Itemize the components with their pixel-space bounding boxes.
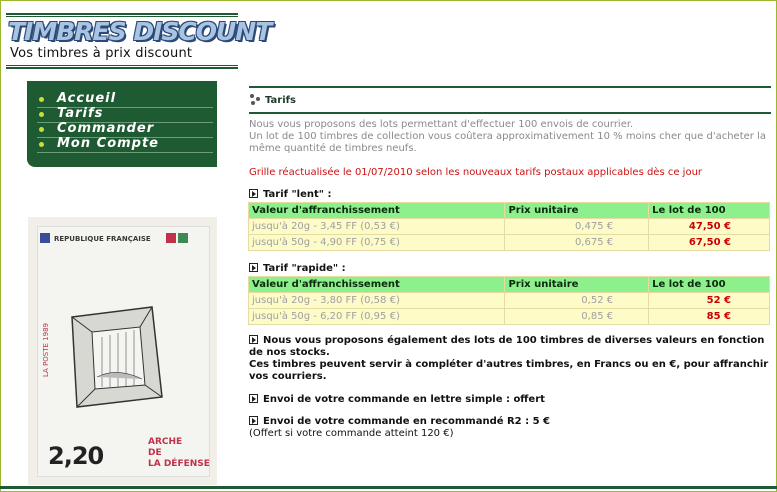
logo-wordmark: TIMBRES DISCOUNT: [8, 17, 272, 46]
stamp-value: 2,20: [48, 442, 104, 470]
tarif-lent-title: Tarif "lent" :: [263, 189, 332, 200]
stamp-side-text: LA POSTE 1989: [42, 323, 50, 377]
cell-value: jusqu'à 20g - 3,80 FF (0,58 €): [249, 293, 505, 309]
table-row: [249, 293, 770, 309]
col-header-value: Valeur d'affranchissement: [249, 277, 505, 293]
main-menu: [27, 81, 217, 167]
shipping-registered: [249, 416, 769, 440]
col-header-unit: Prix unitaire: [505, 277, 649, 293]
logo-rule-bottom: [6, 67, 238, 69]
tarif-rapide-title: Tarif "rapide" :: [263, 263, 346, 274]
tarif-lent-table: [248, 202, 770, 251]
tarif-lent-heading: [249, 189, 331, 200]
arrow-right-icon: [249, 394, 258, 403]
logo-tagline: Vos timbres à prix discount: [10, 46, 193, 61]
cell-lot-price: 52 €: [649, 293, 770, 309]
menu-item-label: Mon Compte: [57, 136, 160, 151]
cell-value: jusqu'à 50g - 4,90 FF (0,75 €): [249, 235, 505, 251]
table-row: [249, 309, 770, 325]
menu-item-label: Tarifs: [57, 106, 104, 121]
arrow-right-icon: [249, 416, 258, 425]
stamp-country: REPUBLIQUE FRANÇAISE: [54, 235, 151, 243]
table-row: [249, 235, 770, 251]
arrow-right-icon: [249, 335, 258, 344]
cell-lot-price: 85 €: [649, 309, 770, 325]
stamp-face: [37, 226, 210, 477]
intro-line: Un lot de 100 timbres de collection vous coûtera approximativement 10 % moins cher que d'acheter la même quantité de timbres neufs.: [249, 131, 766, 154]
grande-arche-illustration: [62, 297, 172, 417]
col-header-lot: Le lot de 100: [649, 203, 770, 219]
page-title: Tarifs: [265, 95, 296, 106]
lots-info-line1: Nous vous proposons également des lots de 100 timbres de diverses valeurs en fonction de nos stocks.: [249, 335, 765, 358]
arrow-right-icon: [249, 189, 258, 198]
logo-rule-bottom-thin: [6, 65, 238, 66]
intro-text: [249, 119, 769, 155]
cell-unit-price: 0,85 €: [505, 309, 649, 325]
table-header-row: [249, 277, 770, 293]
bullet-icon: [39, 97, 44, 102]
section-rule-top: [249, 86, 771, 88]
bullet-icon: [39, 142, 44, 147]
stamp-color-block: [40, 233, 50, 243]
cell-unit-price: 0,475 €: [505, 219, 649, 235]
footer-rule: [0, 486, 777, 489]
lots-info-line2: Ces timbres peuvent servir à compléter d'autres timbres, en Francs ou en €, pour affranchir vos courriers.: [249, 359, 769, 382]
update-notice: Grille réactualisée le 01/07/2010 selon les nouveaux tarifs postaux applicables dès ce jour: [249, 167, 703, 178]
cell-unit-price: 0,52 €: [505, 293, 649, 309]
cell-unit-price: 0,675 €: [505, 235, 649, 251]
menu-item-label: Commander: [57, 121, 155, 136]
intro-line: Nous vous proposons des lots permettant d'effectuer 100 envois de courrier.: [249, 119, 634, 130]
shipping-simple: [249, 394, 769, 406]
shipping-simple-text: Envoi de votre commande en lettre simple : offert: [263, 394, 545, 405]
cell-value: jusqu'à 50g - 6,20 FF (0,95 €): [249, 309, 505, 325]
logo-rule-top: [6, 13, 238, 15]
dots-icon: [250, 94, 262, 106]
shipping-registered-note: (Offert si votre commande atteint 120 €): [249, 428, 454, 439]
col-header-unit: Prix unitaire: [505, 203, 649, 219]
stamp-color-block: [166, 233, 176, 243]
shipping-registered-text: Envoi de votre commande en recommandé R2 : 5 €: [263, 416, 551, 427]
menu-item-mon-compte[interactable]: [37, 137, 213, 153]
col-header-value: Valeur d'affranchissement: [249, 203, 505, 219]
bullet-icon: [39, 112, 44, 117]
table-header-row: [249, 203, 770, 219]
stamp-caption: ARCHE DE LA DÉFENSE: [148, 437, 210, 469]
section-rule-bottom: [249, 112, 771, 114]
stamp-color-block: [178, 233, 188, 243]
cell-lot-price: 67,50 €: [649, 235, 770, 251]
tarif-rapide-heading: [249, 263, 346, 274]
bullet-icon: [39, 127, 44, 132]
stamp-image: [28, 217, 217, 485]
table-row: [249, 219, 770, 235]
lots-info: [249, 335, 769, 383]
col-header-lot: Le lot de 100: [649, 277, 770, 293]
cell-lot-price: 47,50 €: [649, 219, 770, 235]
site-logo[interactable]: [6, 13, 272, 69]
tarif-rapide-table: [248, 276, 770, 325]
menu-item-label: Accueil: [57, 91, 117, 106]
cell-value: jusqu'à 20g - 3,45 FF (0,53 €): [249, 219, 505, 235]
arrow-right-icon: [249, 263, 258, 272]
